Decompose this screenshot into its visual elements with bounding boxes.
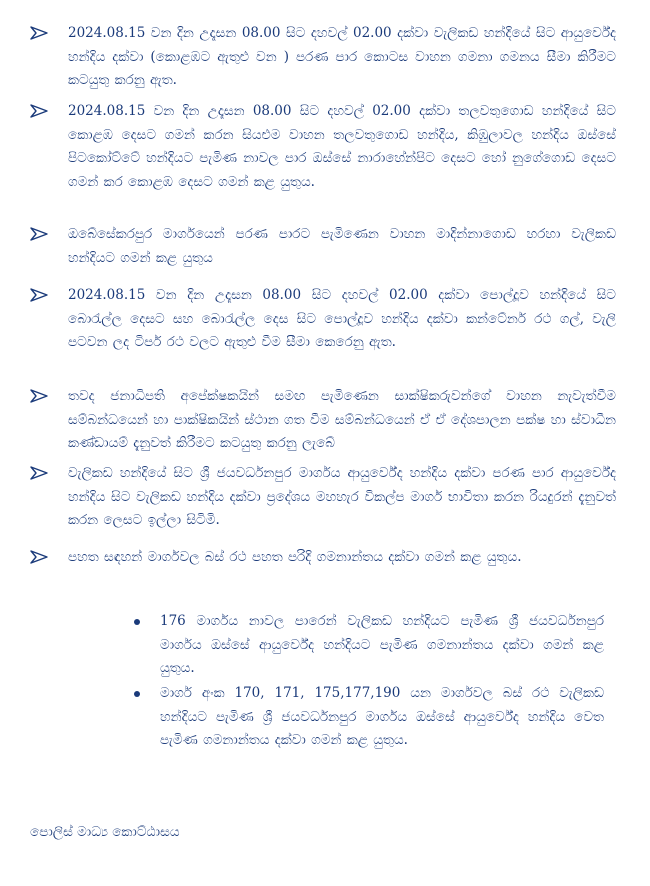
list-item-text: පහත සඳහන් මාර්ගවල බස් රථ පහත පරිදි ගමනාන්තය දක්වා ගමන් කළ යුතුය. xyxy=(68,549,522,565)
list-item xyxy=(30,223,616,270)
arrow-bullet-icon xyxy=(30,550,48,564)
arrow-bullet-icon xyxy=(30,227,48,241)
sub-list-item-text: 176 මාර්ගය නාවල පාරෙන් වැලිකඩ හන්දියට පැමිණ ශ්‍රී ජයවර්ධනපුර මාර්ගය ඔස්සේ ආයුර්වේද හන්දියට පැමිණ ගමනාන්තය දක්වා ගමන් කළ යුතුය. xyxy=(160,613,604,676)
arrow-bullet-icon xyxy=(30,288,48,302)
list-item-text: වැලිකඩ හන්දියේ සිට ශ්‍රී ජයවර්ධනපුර මාර්ගය ආයුර්වේද හන්දිය දක්වා පරණ පාර ආයුර්වේද හන්දිය සිට වැලිකඩ හන්දිය දක්වා ප්‍රදේශය මහහැර විකල්ප මාර්ග භාවිතා කරන රියදුරන් දැනුවත් කරන ලෙසට ඉල්ලා සිටිමි. xyxy=(68,465,616,528)
list-item-text: 2024.08.15 වන දින උදෑසන 08.00 සිට දහවල් 02.00 දක්වා වැලිකඩ හන්දියේ සිට ආයුර්වේද හන්දිය දක්වා (කොළඹට ඇතුළු වන ) පරණ පාර කොටස වාහන ගමනා ගමනය සීමා කිරීමට කටයුතු කරනු ඇත. xyxy=(68,25,616,88)
list-item xyxy=(30,462,616,533)
round-bullet-icon xyxy=(134,691,140,697)
sub-list-item xyxy=(134,610,604,681)
round-bullet-icon xyxy=(134,619,140,625)
list-item xyxy=(30,385,616,456)
list-item-text: 2024.08.15 වන දින උදෑසන 08.00 සිට දහවල් 02.00 දක්වා පොල්දූව හන්දියේ සිට බොරැල්ල දෙසට සහ බොරැල්ල දෙස සිට පොල්දූව හන්දිය දක්වා කන්ටේනර් රථ ගල්, වැලි පටවන ලද ටිපර් රථ වලට ඇතුළු වීම සීමා කෙරෙනු ඇත. xyxy=(68,287,616,350)
sub-list-item-text: මාර්ග අංක 170, 171, 175,177,190 යන මාර්ගවල බස් රථ වැලිකඩ හන්දියට පැමිණ ශ්‍රී ජයවර්ධනපුර මාර්ගය ඔස්සේ ආයුර්වේද හන්දිය වෙත පැමිණ ගමනාන්තය දක්වා ගමන් කළ යුතුය. xyxy=(160,685,604,748)
footer-signature: පොලිස් මාධ්‍ය කොට්ඨාසය xyxy=(30,824,180,840)
list-item-text: ඔබේසේකරපුර මාර්ගයෙන් පරණ පාරට පැමිණෙන වාහන මාදින්නාගොඩ හරහා වැලිකඩ හන්දියට ගමන් කළ යුතුය xyxy=(68,226,616,266)
sub-list-item xyxy=(134,682,604,753)
list-item xyxy=(30,546,616,570)
list-item-text: තවද ජනාධිපති අපේක්ෂකයින් සමඟ පැමිණෙන සාක්ෂිකරුවන්ගේ වාහන නැවැත්වීම සම්බන්ධයෙන් හා පාක්ෂිකයින් ස්ථාන ගත වීම සම්බන්ධයෙන් ඒ ඒ දේශපාලන පක්ෂ හා ස්වාධීන කණ්ඩායම් දැනුවත් කිරීමට කටයුතු කරනු ලැබේ xyxy=(68,388,616,451)
list-item xyxy=(30,100,616,194)
arrow-bullet-icon xyxy=(30,26,48,40)
list-item xyxy=(30,22,616,93)
list-item xyxy=(30,284,616,355)
list-item-text: 2024.08.15 වන දින උදෑසන 08.00 සිට දහවල් 02.00 දක්වා තලවතුගොඩ හන්දියේ සිට කොළඹ දෙසට ගමන් කරන සියළුම වාහන තලවතුගොඩ හන්දිය, කිඹුලාවල හන්දිය ඔස්සේ පිටකෝට්ටේ හන්දියට පැමිණ නාවල පාර ඔස්සේ නාරාහේන්පිට දෙසට හෝ නුගේගොඩ දෙසට ගමන් කර කොළඹ දෙසට ගමන් කළ යුතුය. xyxy=(68,103,616,190)
arrow-bullet-icon xyxy=(30,389,48,403)
arrow-bullet-icon xyxy=(30,466,48,480)
arrow-bullet-icon xyxy=(30,104,48,118)
